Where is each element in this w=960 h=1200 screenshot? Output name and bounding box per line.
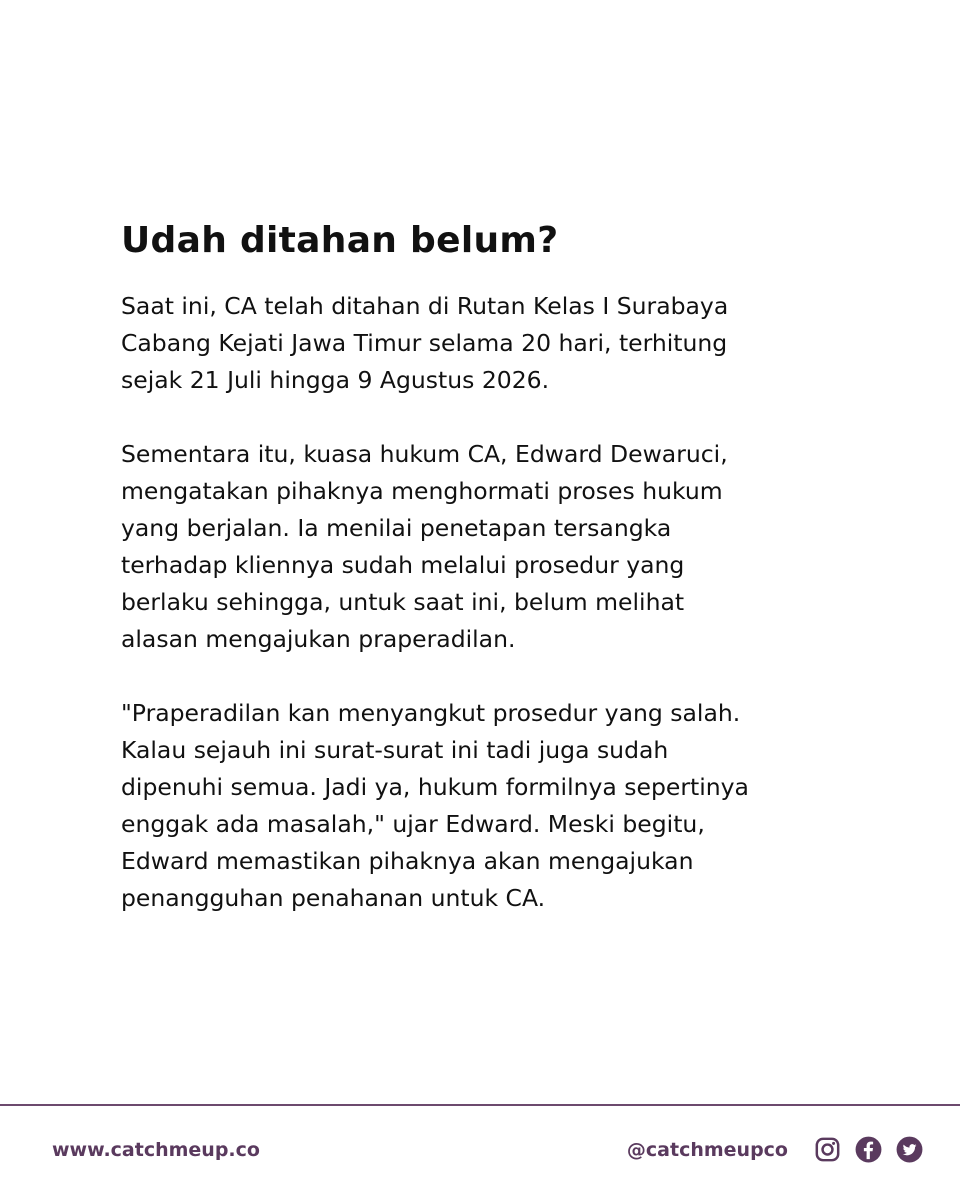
- article-content: [121, 216, 881, 917]
- text-line: sejak 21 Juli hingga 9 Agustus 2026.: [121, 366, 550, 394]
- twitter-icon[interactable]: [896, 1136, 923, 1163]
- paragraph-quote: [121, 695, 881, 917]
- text-line: terhadap kliennya sudah melalui prosedur yang: [121, 551, 685, 579]
- text-line: dipenuhi semua. Jadi ya, hukum formilnya sepertinya: [121, 773, 749, 801]
- text-line: penangguhan penahanan untuk CA.: [121, 884, 546, 912]
- text-line: yang berjalan. Ia menilai penetapan tersangka: [121, 514, 672, 542]
- facebook-icon[interactable]: [855, 1136, 882, 1163]
- text-line: enggak ada masalah," ujar Edward. Meski begitu,: [121, 810, 705, 838]
- website-link[interactable]: www.catchmeup.co: [52, 1139, 260, 1161]
- text-line: mengatakan pihaknya menghormati proses hukum: [121, 477, 723, 505]
- paragraph-detention: [121, 288, 881, 399]
- text-line: berlaku sehingga, untuk saat ini, belum melihat: [121, 588, 685, 616]
- text-line: Cabang Kejati Jawa Timur selama 20 hari, terhitung: [121, 329, 728, 357]
- text-line: Kalau sejauh ini surat-surat ini tadi juga sudah: [121, 736, 669, 764]
- text-line: "Praperadilan kan menyangkut prosedur yang salah.: [121, 699, 741, 727]
- article-title: Udah ditahan belum?: [121, 220, 559, 261]
- text-line: Sementara itu, kuasa hukum CA, Edward Dewaruci,: [121, 440, 728, 468]
- text-line: Edward memastikan pihaknya akan mengajukan: [121, 847, 694, 875]
- text-line: alasan mengajukan praperadilan.: [121, 625, 516, 653]
- text-line: Saat ini, CA telah ditahan di Rutan Kelas I Surabaya: [121, 292, 729, 320]
- instagram-icon[interactable]: [814, 1136, 841, 1163]
- social-handle[interactable]: @catchmeupco: [626, 1139, 788, 1161]
- paragraph-lawyer-statement: [121, 436, 881, 658]
- footer-divider: [0, 1104, 960, 1106]
